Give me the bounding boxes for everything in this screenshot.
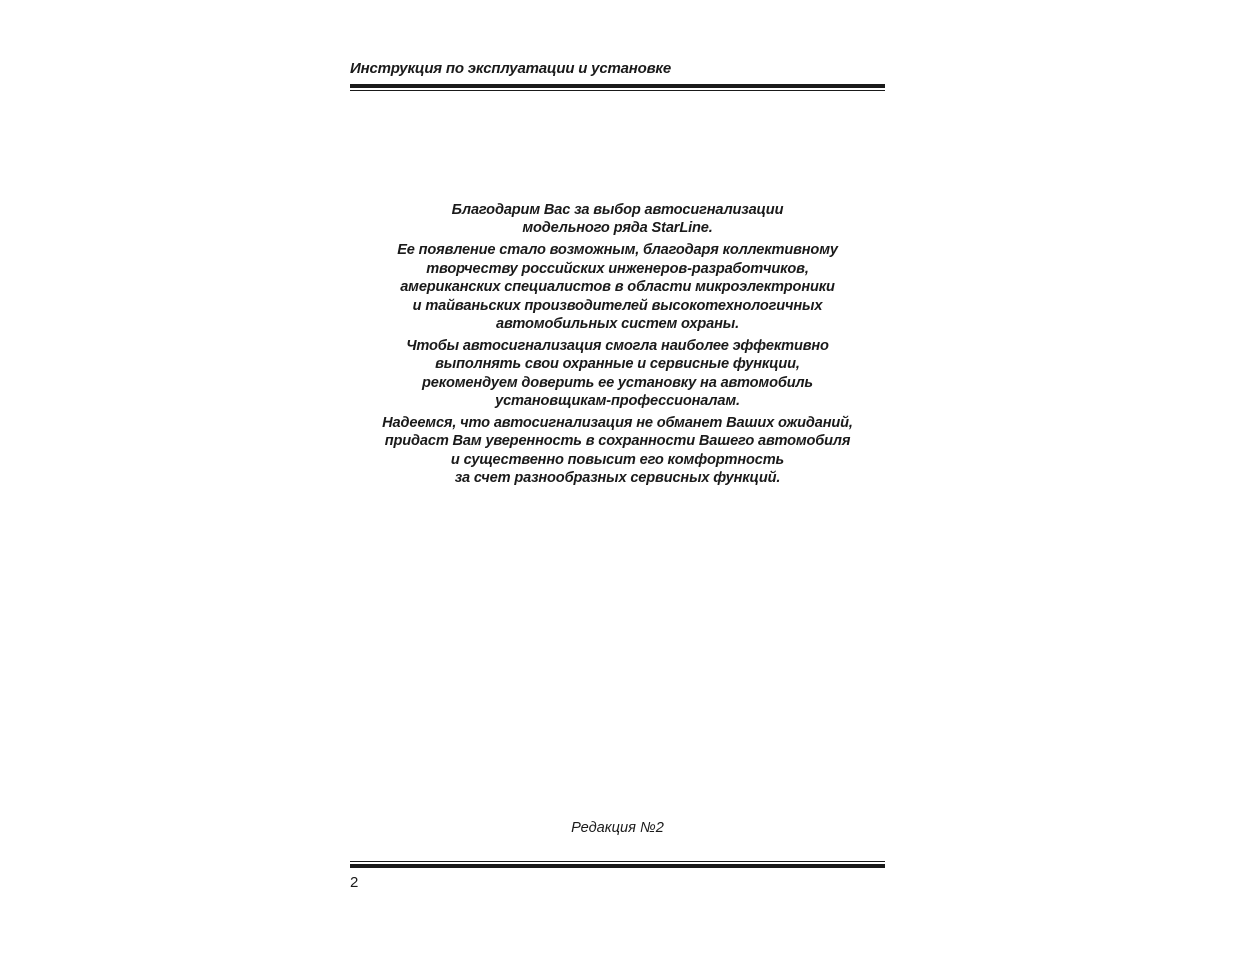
edition-label: Редакция №2 — [571, 820, 664, 836]
paragraph-installation — [350, 337, 885, 411]
header-rule-thin — [350, 90, 885, 91]
text-line: выполнять свои охранные и сервисные функции, — [435, 356, 800, 373]
footer-rule-thin — [350, 861, 885, 862]
text-line: автомобильных систем охраны. — [495, 315, 740, 332]
text-line: Чтобы автосигнализация смогла наиболее эффективно — [406, 337, 829, 354]
page-number: 2 — [350, 874, 359, 891]
text-line: и тайваньских производителей высокотехнологичных — [412, 297, 823, 314]
paragraph-origin — [350, 241, 885, 333]
text-line: модельного ряда StarLine. — [522, 220, 713, 237]
text-line: творчеству российских инженеров-разработчиков, — [426, 260, 809, 277]
text-line: придаст Вам уверенность в сохранности Вашего автомобиля — [384, 433, 851, 450]
text-line: американских специалистов в области микроэлектроники — [400, 279, 835, 296]
text-line: Надеемся, что автосигнализация не обманет Ваших ожиданий, — [382, 414, 853, 431]
text-line: Ее появление стало возможным, благодаря коллективному — [397, 242, 838, 259]
text-line: за счет разнообразных сервисных функций. — [454, 470, 781, 487]
text-line: рекомендуем доверить ее установку на автомобиль — [422, 374, 813, 391]
paragraph-thanks — [350, 201, 885, 238]
welcome-text — [350, 201, 885, 491]
paragraph-hope — [350, 414, 885, 488]
text-line: Благодарим Вас за выбор автосигнализации — [451, 202, 784, 218]
text-line: и существенно повысит его комфортность — [450, 451, 785, 468]
header-rule-thick — [350, 84, 885, 88]
footer-rule-thick — [350, 864, 885, 868]
document-page — [350, 0, 885, 954]
running-header: Инструкция по эксплуатации и установке — [350, 60, 671, 77]
text-line: установщикам-профессионалам. — [495, 393, 740, 410]
